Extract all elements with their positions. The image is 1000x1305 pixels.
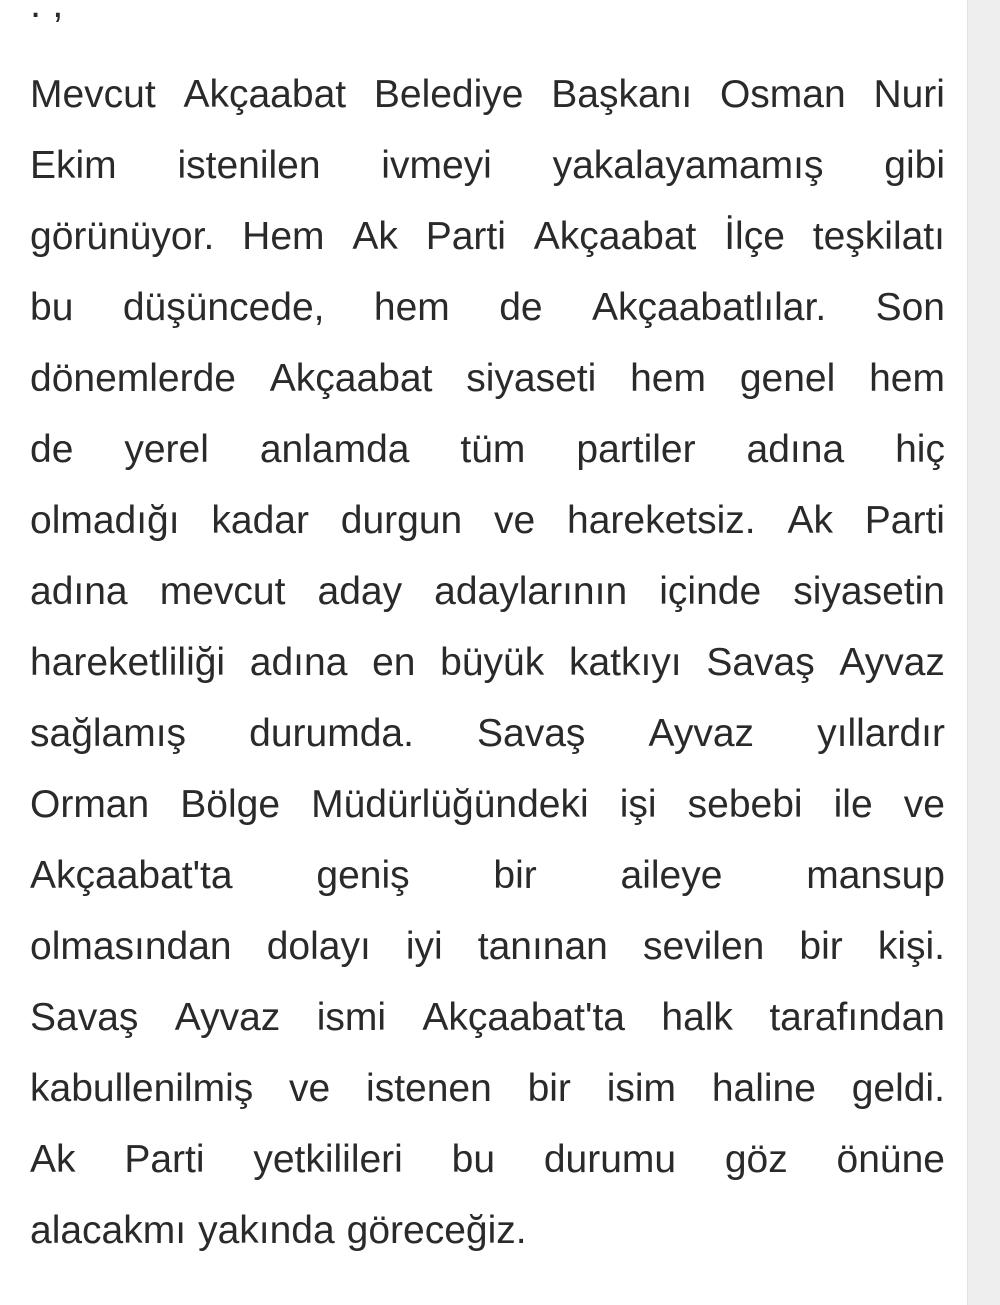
word: Orman — [30, 783, 150, 826]
word: adına — [746, 428, 845, 471]
word: hareketsiz. — [567, 499, 756, 542]
text-line — [30, 703, 945, 774]
word: en — [372, 641, 416, 684]
word: Ak — [787, 499, 833, 542]
word: düşüncede, — [122, 286, 325, 329]
word: kadar — [211, 499, 309, 542]
word: ve — [903, 783, 945, 826]
word: gibi — [884, 144, 945, 187]
word: Akçaabat — [183, 73, 347, 116]
word: aileye — [620, 854, 723, 897]
text-line — [30, 490, 945, 561]
word: göreceğiz. — [346, 1209, 527, 1252]
word: iyi — [405, 925, 443, 968]
text-line — [30, 561, 945, 632]
word: Ayvaz — [839, 641, 945, 684]
article-body — [30, 64, 945, 1271]
word: dolayı — [266, 925, 371, 968]
text-line — [30, 1200, 945, 1271]
word: Akçaabatlılar. — [592, 286, 827, 329]
word: hareketliliği — [30, 641, 226, 684]
text-line — [30, 845, 945, 916]
word: Akçaabat — [269, 357, 433, 400]
word: bir — [527, 1067, 571, 1110]
word: Başkanı — [551, 73, 693, 116]
word: istenilen — [177, 144, 321, 187]
word: geniş — [316, 854, 410, 897]
word: tüm — [460, 428, 526, 471]
text-line — [30, 632, 945, 703]
word: adına — [30, 570, 128, 613]
word: ile — [833, 783, 873, 826]
word: durgun — [340, 499, 463, 542]
text-line — [30, 1129, 945, 1200]
word: önüne — [836, 1138, 945, 1181]
word: Savaş — [706, 641, 815, 684]
word: kabullenilmiş — [30, 1067, 254, 1110]
word: siyaseti — [466, 357, 597, 400]
text-line — [30, 64, 945, 135]
word: Belediye — [373, 73, 524, 116]
word: teşkilatı — [812, 215, 945, 258]
word: durumu — [543, 1138, 677, 1181]
word: hiç — [895, 428, 945, 471]
word: Parti — [425, 215, 506, 258]
word: isim — [606, 1067, 677, 1110]
word: siyasetin — [793, 570, 945, 613]
word: hem — [630, 357, 706, 400]
word: anlamda — [259, 428, 410, 471]
word: göz — [724, 1138, 788, 1181]
word: adına — [249, 641, 348, 684]
word: tarafından — [769, 996, 945, 1039]
word: bir — [799, 925, 843, 968]
word: büyük — [440, 641, 545, 684]
word: Akçaabat — [533, 215, 697, 258]
word: de — [30, 428, 74, 471]
word: içinde — [659, 570, 762, 613]
word: Osman — [719, 73, 846, 116]
word: İlçe — [724, 215, 785, 258]
word: yıllardır — [817, 712, 945, 755]
word: ismi — [316, 996, 387, 1039]
word: tanınan — [477, 925, 608, 968]
text-line — [30, 277, 945, 348]
text-line — [30, 206, 945, 277]
word: yetkilileri — [253, 1138, 403, 1181]
word: durumda. — [249, 712, 414, 755]
word: Ayvaz — [648, 712, 755, 755]
word: ve — [289, 1067, 331, 1110]
text-line — [30, 135, 945, 206]
word: dönemlerde — [30, 357, 236, 400]
word: Nuri — [873, 73, 945, 116]
word: alacakmı — [30, 1209, 187, 1252]
word: adaylarının — [434, 570, 628, 613]
word: yakında — [198, 1209, 335, 1252]
word: Akçaabat'ta — [422, 996, 625, 1039]
word: ivmeyi — [381, 144, 492, 187]
word: hem — [869, 357, 945, 400]
word: Mevcut — [30, 73, 156, 116]
word: olmasından — [30, 925, 232, 968]
word: halk — [661, 996, 733, 1039]
word: de — [499, 286, 543, 329]
word: hem — [373, 286, 450, 329]
word: Savaş — [477, 712, 586, 755]
text-line — [30, 916, 945, 987]
word: partiler — [576, 428, 696, 471]
word: kişi. — [877, 925, 945, 968]
word: Müdürlüğündeki — [311, 783, 589, 826]
word: bir — [493, 854, 537, 897]
word: bu — [30, 286, 74, 329]
word: istenen — [366, 1067, 492, 1110]
word: Ayvaz — [174, 996, 281, 1039]
word: Ak — [352, 215, 398, 258]
scrollbar[interactable] — [967, 0, 1000, 1305]
word: görünüyor. — [30, 215, 215, 258]
word: Savaş — [30, 996, 139, 1039]
word: genel — [739, 357, 836, 400]
word: katkıyı — [568, 641, 682, 684]
word: Bölge — [180, 783, 281, 826]
word: Parti — [124, 1138, 205, 1181]
word: bu — [451, 1138, 496, 1181]
word: geldi. — [851, 1067, 945, 1110]
word: yerel — [124, 428, 209, 471]
word: haline — [711, 1067, 816, 1110]
text-line — [30, 987, 945, 1058]
word: Son — [875, 286, 945, 329]
word: sebebi — [687, 783, 803, 826]
word: Ekim — [30, 144, 117, 187]
text-line — [30, 419, 945, 490]
word: Akçaabat'ta — [30, 854, 233, 897]
word: yakalayamamış — [552, 144, 824, 187]
text-line — [30, 348, 945, 419]
word: ve — [494, 499, 536, 542]
word: Ak — [30, 1138, 76, 1181]
word: Parti — [864, 499, 945, 542]
word: mevcut — [159, 570, 286, 613]
word: işi — [619, 783, 657, 826]
word: sağlamış — [30, 712, 187, 755]
word: sevilen — [642, 925, 765, 968]
word: Hem — [242, 215, 325, 258]
clipped-text-fragment: . , — [30, 0, 64, 26]
text-line — [30, 1058, 945, 1129]
text-line — [30, 774, 945, 845]
word: mansup — [806, 854, 945, 897]
word: olmadığı — [30, 499, 180, 542]
word: aday — [317, 570, 403, 613]
